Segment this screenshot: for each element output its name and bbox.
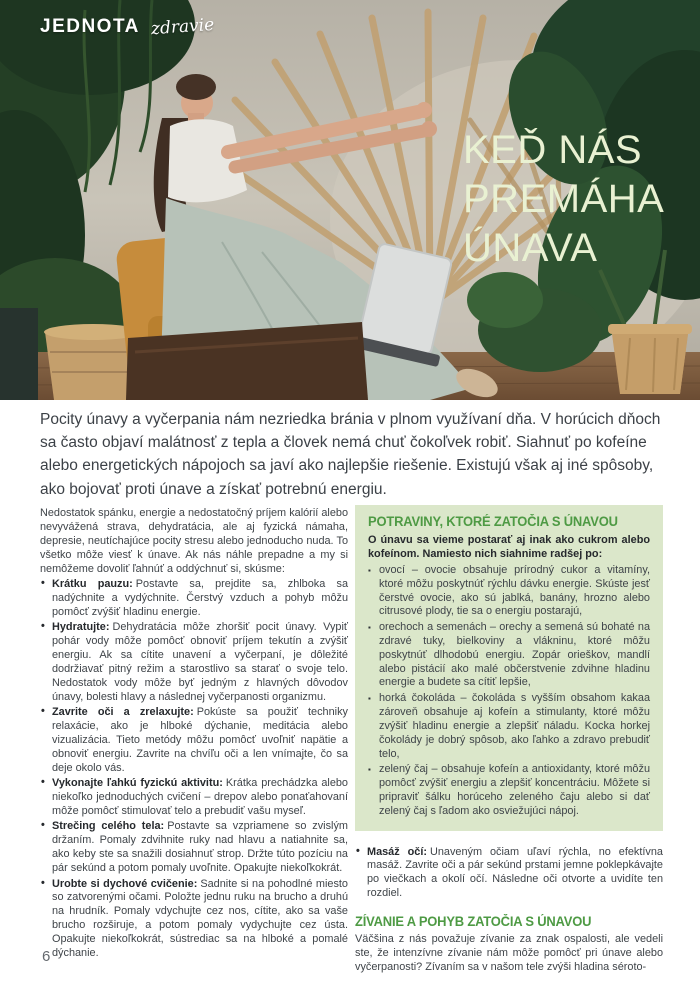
yawning-section-heading: ZÍVANIE A POHYB ZATOČIA S ÚNAVOU xyxy=(355,914,592,930)
left-lead-paragraph: Nedostatok spánku, energie a nedostatočný príjem kalórií alebo nevyvážená strava, dehydratácia, ale aj fyzická námaha, depresie, neutíchajúce pocity stresu alebo jednoducho nuda. To všetko môže viesť k únave. Ak nás náhle prepadne a my si nemôžeme dovoliť ľahnúť a oddýchnuť si, skúsme: xyxy=(40,507,348,575)
eye-massage-list xyxy=(355,846,663,902)
brand-zdravie-script: zdravie xyxy=(150,14,215,40)
hero-photo xyxy=(0,0,700,400)
list-item: • Vykonajte ľahkú fyzickú aktivitu: Krátka prechádzka alebo niekoľko jednoduchých cvičení – drepov alebo ponaťahovaní môže pomôcť stimulovať telo a prebudiť vašu myseľ. xyxy=(52,777,348,819)
tips-list xyxy=(40,578,348,961)
right-column xyxy=(355,505,663,975)
list-item: • Krátku pauzu: Postavte sa, prejdite sa, zhlboka sa nadýchnite a vydýchnite. Čerstvý vzduch a pohyb môžu pomôcť zvýšiť hladinu energie. xyxy=(52,578,348,620)
list-item: ▪ orechoch a semenách – orechy a semená sú bohaté na zdravé tuky, bielkoviny a vlákninu, ktoré môžu poskytnúť dlhodobú energiu. Zopár orieškov, mandlí alebo pistácií ako malé občerstvenie zdvihne hladinu energie a budete sa cítiť lepšie, xyxy=(379,621,650,691)
brand-logo xyxy=(40,16,214,38)
food-tips-lead: O únavu sa vieme postarať aj inak ako cukrom alebo kofeínom. Namiesto nich siahnime radšej po: xyxy=(368,533,650,560)
article-title xyxy=(463,126,664,273)
food-tips-box xyxy=(355,505,663,831)
list-item: ▪ zelený čaj – obsahuje kofeín a antioxidanty, ktoré môžu pomôcť zvýšiť energiu a zlepšiť koncentráciu. Môžete si pripraviť šálku horúceho zeleného čaju alebo si dať zelený čaj s ľadom ako osviežujúci nápoj. xyxy=(379,763,650,819)
article-title-line-2: PREMÁHA xyxy=(463,177,665,221)
yawning-paragraph: Väčšina z nás považuje zívanie za znak ospalosti, ale vedeli ste, že intenzívne zívanie nám môže pomôcť pri únave alebo vyčerpanosti? Zívaním sa v našom tele zvýši hladina séroto- xyxy=(355,933,663,973)
left-column xyxy=(40,507,348,961)
list-item: ▪ horká čokoláda – čokoláda s vyšším obsahom kakaa zároveň obsahuje aj kofeín a stimulanty, ktoré môžu zvýšiť hladinu energie a zlepšiť náladu. Kocka horkej čokolády je dobrý spôsob, ako ľahko a zdravo prebudiť telo, xyxy=(379,692,650,762)
page-number: 6 xyxy=(42,948,51,965)
article-title-line-1: KEĎ NÁS xyxy=(463,128,643,172)
food-tips-heading: POTRAVINY, KTORÉ ZATOČIA S ÚNAVOU xyxy=(368,514,618,529)
list-item: • Masáž očí: Unaveným očiam uľaví rýchla, no efektívna masáž. Zavrite oči a pár sekúnd prstami jemne poklepkávajte po viečkach a okolí očí. Následne oči otvorte a uvidíte ten rozdiel. xyxy=(367,846,663,902)
food-tips-list xyxy=(368,564,650,819)
list-item: • Hydratujte: Dehydratácia môže zhoršiť pocit únavy. Vypiť pohár vody môže pomôcť obnoviť príjem tekutín a zvýšiť energiu. Ak sa cítite unavení a vyčerpaní, je dôležité dodržiavať pitný režim a starostlivo sa starať o svoje telo. Nedostatok vody môže byť jedným z hlavných dôvodov únavy, bolesti hlavy a následnej vyčerpanosti organizmu. xyxy=(52,621,348,704)
list-item: • Zavrite oči a zrelaxujte: Pokúste sa použiť techniky relaxácie, ako je hlboké dýchanie, meditácia alebo vizualizácia. Tieto metódy môžu pomôcť uvoľniť napätie a obnoviť energiu. Zavrite na chvíľu oči a len vnímajte, čo sa deje okolo vás. xyxy=(52,706,348,776)
list-item: ▪ ovocí – ovocie obsahuje prírodný cukor a vitamíny, ktoré môžu poskytnúť rýchlu dávku energie. Skúste jesť čerstvé ovocie, ako sú jablká, banány, hrozno alebo citrusové plody, tie sa o energiu postarajú, xyxy=(379,564,650,620)
list-item: • Urobte si dychové cvičenie: Sadnite si na pohodlné miesto so zatvorenými očami. Položte jednu ruku na brucho a druhú na hrudník. Pomaly vdychujte cez nos, cítite, ako sa vaše brucho rozširuje, a potom pomaly vydychujte cez ústa. Opakujte niekoľkokrát, sústrediac sa na hlboké a pomalé dýchanie. xyxy=(52,878,348,961)
list-item: • Strečing celého tela: Postavte sa vzpriamene so zvislým držaním. Pomaly zdvihnite ruky nad hlavu a natiahnite sa, ako keby ste sa snažili dosiahnuť strop. Držte túto pozíciu na pár sekúnd a potom pomaly uvoľnite. Opakujte niekoľkokrát. xyxy=(52,820,348,876)
article-title-line-3: ÚNAVA xyxy=(463,226,598,270)
intro-paragraph: Pocity únavy a vyčerpania nám nezriedka bránia v plnom využívaní dňa. V horúcich dňoch sa často objaví malátnosť z tepla a človek nemá chuť čokoľvek robiť. Siahnuť po kofeíne alebo energetických nápojoch sa javí ako najlepšie riešenie. Existujú však aj iné spôsoby, ako bojovať proti únave a získať potrebnú energiu. xyxy=(40,411,661,498)
brand-jednota-wordmark: JEDNOTA xyxy=(40,16,140,37)
